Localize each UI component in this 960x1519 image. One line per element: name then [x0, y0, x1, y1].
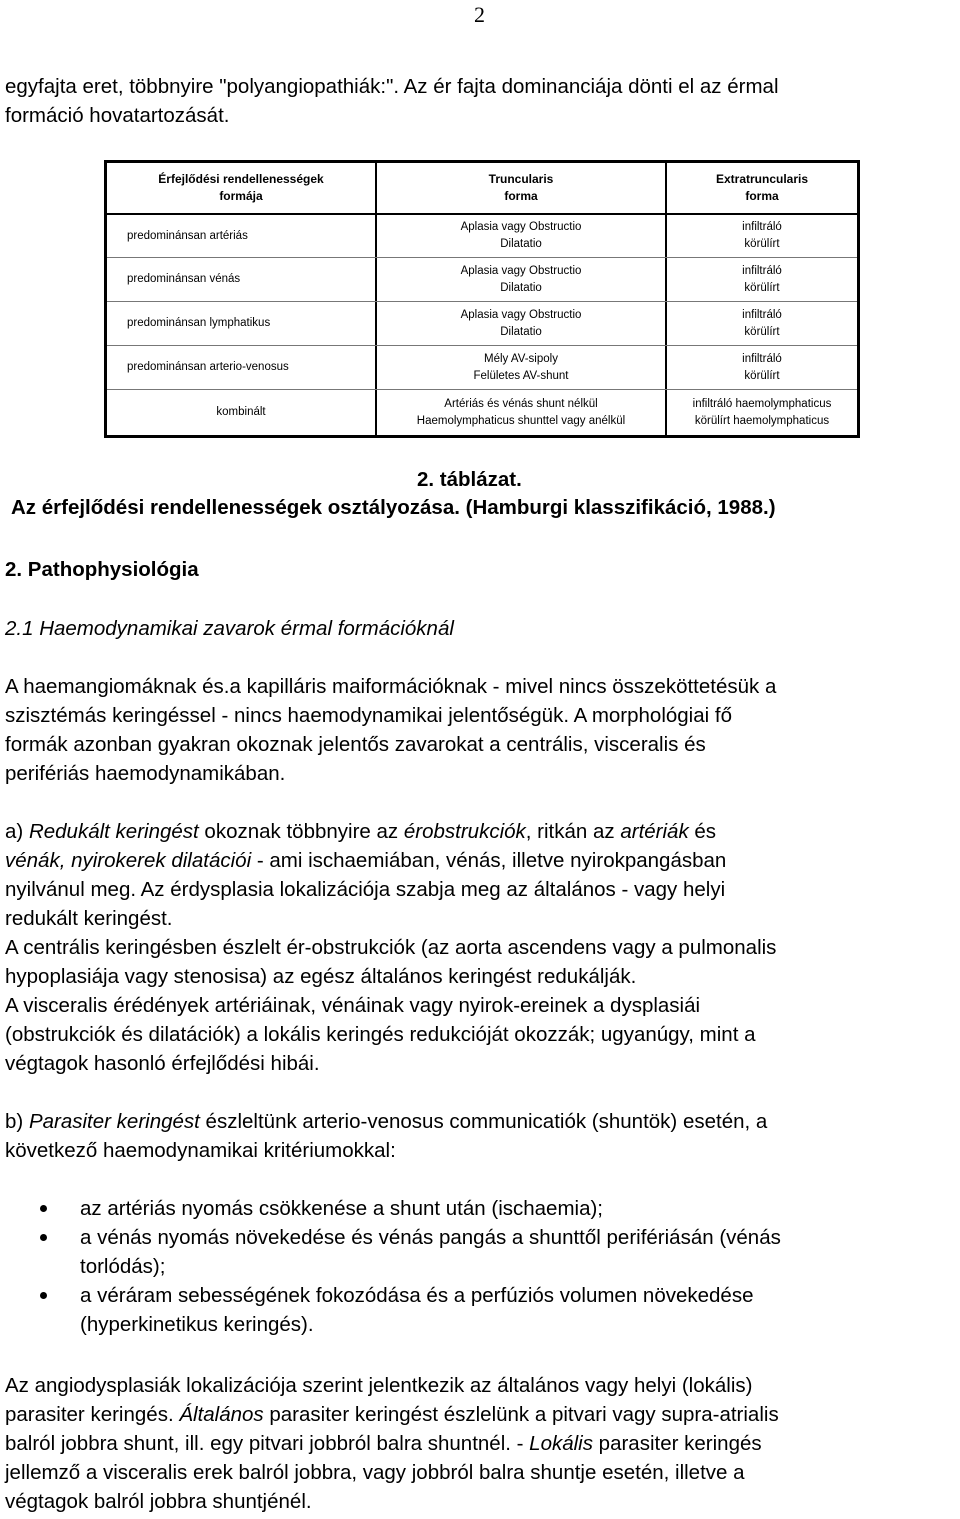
cell-text: infiltráló haemolymphaticus	[692, 397, 832, 410]
paragraph-intro-haemodynamics	[5, 672, 957, 788]
list-item	[0, 1194, 955, 1223]
text-run: artériák	[620, 820, 689, 843]
row-truncular	[377, 258, 667, 301]
cell-text: infiltráló	[742, 264, 782, 277]
row-extra	[667, 390, 857, 435]
header-text: forma	[504, 189, 538, 203]
cell-text: körülírt	[744, 369, 780, 382]
cell-text: Aplasia vagy Obstructio	[460, 264, 582, 277]
row-type	[107, 258, 377, 301]
text-run: észleltünk arterio-venosus communicatiók (shuntök) esetén, a	[199, 1110, 768, 1133]
text-run: parasiter keringés	[592, 1432, 762, 1455]
cell-text: predominánsan vénás	[127, 273, 241, 285]
section-heading: 2. Pathophysiológia	[5, 558, 199, 581]
cell-text: körülírt	[744, 238, 780, 250]
header-cell-type	[107, 163, 377, 213]
cell-text: körülírt	[744, 325, 780, 338]
intro-paragraph	[5, 72, 957, 130]
header-text: Extratruncularis	[715, 172, 809, 186]
cell-text: Dilatatio	[500, 238, 542, 250]
item-line: a vénás nyomás növekedése és vénás pangás a shunttől perifériásán (vénás	[80, 1226, 781, 1249]
cell-text: kombinált	[216, 406, 266, 418]
para-line	[5, 1107, 957, 1136]
row-extra	[667, 302, 857, 345]
text-run: parasiter keringés.	[5, 1403, 180, 1426]
para-line	[5, 817, 957, 846]
text-run: okoznak többnyire az	[198, 820, 404, 843]
row-type	[107, 390, 377, 435]
header-cell-truncular	[377, 163, 667, 213]
item-line: (hyperkinetikus keringés).	[80, 1313, 314, 1336]
para-line: nyilvánul meg. Az érdysplasia lokalizációja szabja meg az általános - vagy helyi	[5, 878, 726, 901]
table-caption	[0, 466, 960, 522]
intro-line: egyfajta eret, többnyire "polyangiopathiák:". Az ér fajta dominanciája dönti el az érmal	[5, 75, 779, 98]
table-row	[107, 257, 857, 301]
text-run: Parasiter keringést	[28, 1110, 200, 1133]
text-run: a)	[5, 820, 29, 843]
cell-text: Dilatatio	[500, 325, 542, 338]
intro-line: formáció hovatartozását.	[5, 104, 230, 127]
classification-table	[104, 160, 860, 438]
para-line: A centrális keringésben észlelt ér-obstrukciók (az aorta ascendens vagy a pulmonalis	[5, 936, 777, 959]
item-line: a véráram sebességének fokozódása és a perfúziós volumen növekedése	[80, 1284, 754, 1307]
cell-text: Aplasia vagy Obstructio	[460, 308, 582, 321]
row-extra	[667, 346, 857, 389]
text-run: vénák, nyirokerek dilatációi	[5, 849, 252, 872]
caption-line: 2. táblázat.	[417, 468, 522, 491]
cell-text: körülírt	[744, 281, 780, 294]
subsection-heading: 2.1 Haemodynamikai zavarok érmal formációknál	[5, 617, 454, 640]
row-type	[107, 346, 377, 389]
text-run: , ritkán az	[525, 820, 621, 843]
paragraph-last	[5, 1371, 957, 1516]
row-truncular	[377, 346, 667, 389]
header-text: Truncularis	[488, 172, 554, 186]
table-row	[107, 389, 857, 435]
criteria-list	[0, 1194, 955, 1339]
para-line: A visceralis érédények artériáinak, vénáinak vagy nyirok-ereinek a dysplasiái	[5, 994, 701, 1017]
row-extra	[667, 215, 857, 257]
text-run: Redukált keringést	[28, 820, 199, 843]
cell-text: infiltráló	[742, 221, 782, 233]
row-type	[107, 215, 377, 257]
para-line: A haemangiomáknak és.a kapilláris maiformációknak - mivel nincs összeköttetésük a	[5, 675, 777, 698]
caption-line: Az érfejlődési rendellenességek osztályozása. (Hamburgi klasszifikáció, 1988.)	[11, 496, 776, 519]
header-text: formája	[219, 189, 263, 203]
page-number: 2	[474, 2, 485, 27]
table-row	[107, 301, 857, 345]
item-line: az artériás nyomás csökkenése a shunt után (ischaemia);	[80, 1197, 604, 1220]
para-line: végtagok balról jobbra shuntjénél.	[5, 1490, 312, 1513]
list-item	[0, 1223, 955, 1281]
cell-text: predominánsan artériás	[127, 229, 248, 242]
row-truncular	[377, 302, 667, 345]
para-line: (obstrukciók és dilatációk) a lokális keringés redukcióját okozzák; ugyanúgy, mint a	[5, 1023, 756, 1046]
cell-text: predominánsan arterio-venosus	[127, 361, 289, 373]
table-row	[107, 213, 857, 257]
text-run: b)	[5, 1110, 29, 1133]
text-run: érobstrukciók	[403, 820, 526, 843]
cell-text: Aplasia vagy Obstructio	[460, 221, 582, 233]
cell-text: Haemolymphaticus shunttel vagy anélkül	[416, 414, 626, 427]
header-text: forma	[745, 189, 779, 203]
para-line	[5, 1429, 957, 1458]
para-line: redukált keringést.	[5, 907, 173, 930]
cell-text: Artériás és vénás shunt nélkül	[444, 397, 598, 410]
cell-text: körülírt haemolymphaticus	[694, 414, 830, 427]
text-run: Lokális	[529, 1432, 593, 1455]
para-line: következő haemodynamikai kritériumokkal:	[5, 1139, 396, 1162]
row-truncular	[377, 215, 667, 257]
para-line: Az angiodysplasiák lokalizációja szerint jelentkezik az általános vagy helyi (lokális)	[5, 1374, 753, 1397]
header-cell-extratruncular	[667, 163, 857, 213]
paragraph-a	[5, 817, 957, 1078]
text-run: Általános	[179, 1403, 264, 1426]
table-row	[107, 345, 857, 389]
table-header-row	[107, 163, 857, 213]
header-text: Érfejlődési rendellenességek	[158, 172, 324, 186]
text-run: és	[688, 820, 717, 843]
cell-text: infiltráló	[742, 308, 782, 321]
para-line	[5, 1400, 957, 1429]
para-line	[5, 846, 957, 875]
para-line: szisztémás keringéssel - nincs haemodynamikai jelentőségük. A morphológiai fő	[5, 704, 732, 727]
row-type	[107, 302, 377, 345]
cell-text: Felületes AV-shunt	[473, 369, 569, 382]
cell-text: Dilatatio	[500, 281, 542, 294]
item-line: torlódás);	[80, 1255, 166, 1278]
list-item	[0, 1281, 955, 1339]
row-extra	[667, 258, 857, 301]
cell-text: infiltráló	[742, 352, 782, 365]
para-line: jellemző a visceralis erek balról jobbra, vagy jobbról balra shuntje esetén, illetve a	[5, 1461, 745, 1484]
text-run: balról jobbra shunt, ill. egy pitvari jobbról balra shuntnél. -	[5, 1432, 530, 1455]
para-line: perifériás haemodynamikában.	[5, 762, 286, 785]
para-line: hypoplasiája vagy stenosisa) az egész általános keringést redukálják.	[5, 965, 637, 988]
row-truncular	[377, 390, 667, 435]
cell-text: Mély AV-sipoly	[484, 352, 558, 365]
para-line: végtagok hasonló érfejlődési hibái.	[5, 1052, 320, 1075]
text-run: parasiter keringést észlelünk a pitvari vagy supra-atrialis	[263, 1403, 779, 1426]
para-line: formák azonban gyakran okoznak jelentős zavarokat a centrális, visceralis és	[5, 733, 706, 756]
paragraph-b	[5, 1107, 957, 1165]
cell-text: predominánsan lymphatikus	[127, 317, 271, 329]
text-run: - ami ischaemiában, vénás, illetve nyirokpangásban	[251, 849, 727, 872]
